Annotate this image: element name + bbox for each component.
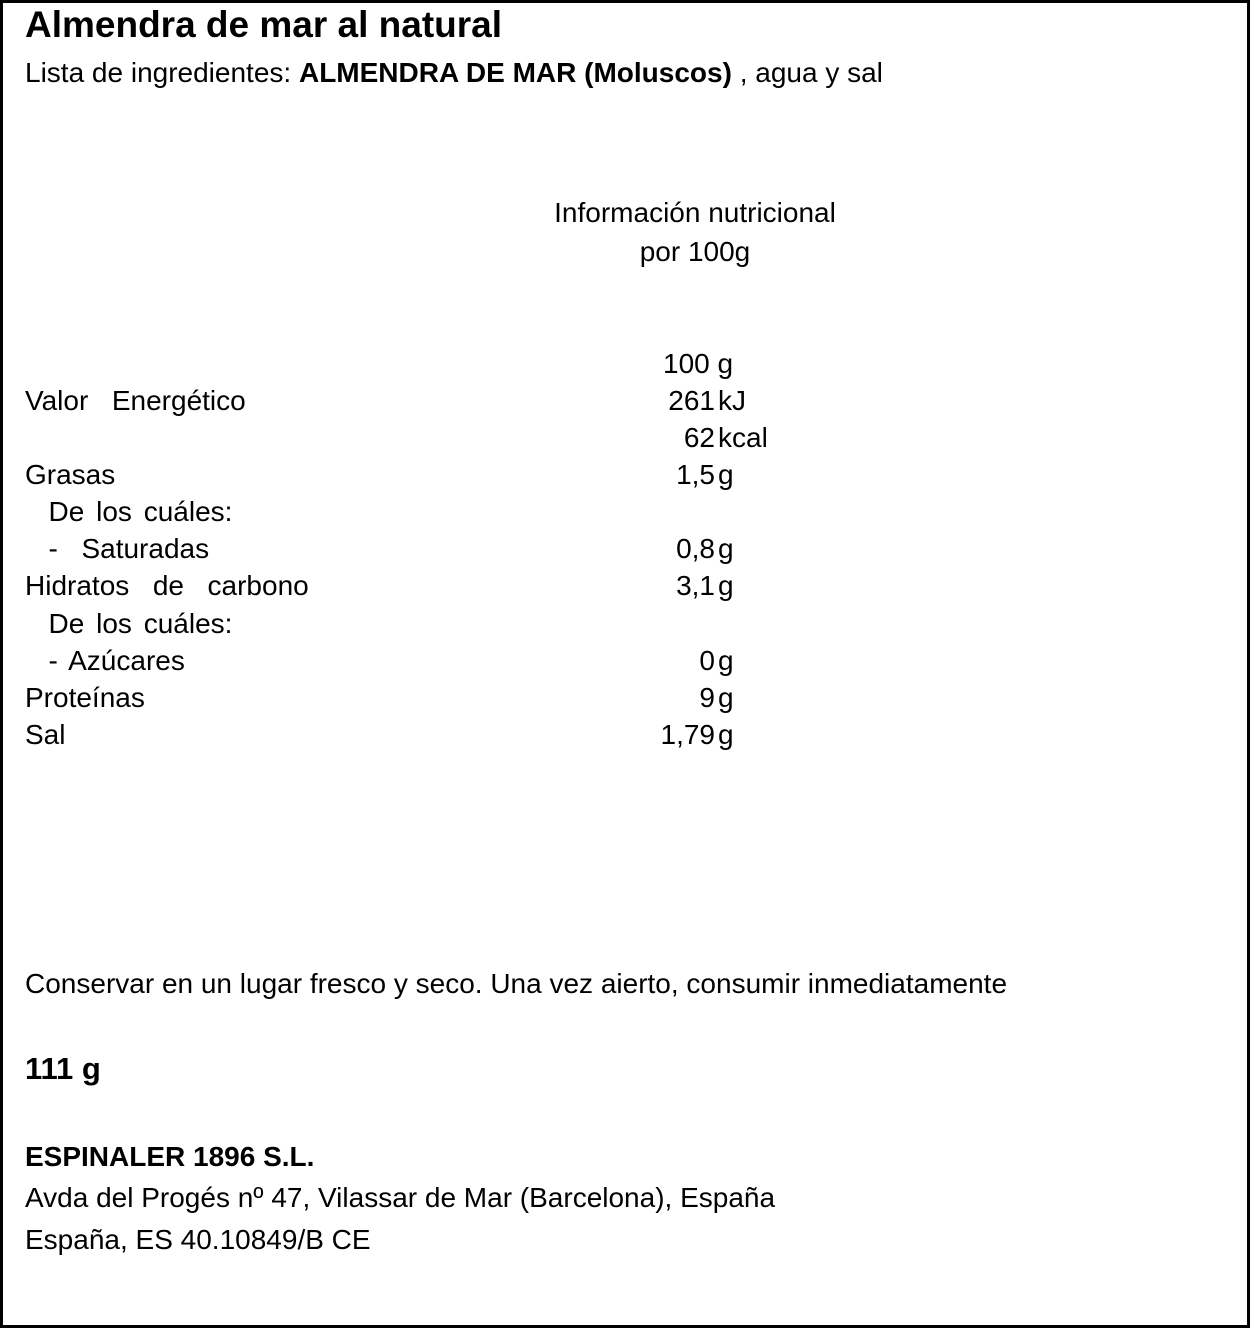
nutrient-label: - Saturadas: [25, 533, 210, 564]
nutrition-subheading: por 100g: [639, 236, 751, 267]
nutrient-label: - Azúcares: [25, 645, 185, 676]
registry-number: España, ES 40.10849/B CE: [25, 1224, 371, 1255]
nutrient-label: Valor Energético: [25, 385, 246, 416]
ingredients-rest: , agua y sal: [731, 57, 883, 88]
net-weight: 111 g: [25, 1051, 101, 1086]
nutrient-label: Proteínas: [25, 682, 145, 713]
nutrient-unit: g: [718, 533, 734, 564]
nutrient-unit: g: [718, 645, 734, 676]
nutrition-column-header: 100 g: [663, 348, 734, 379]
nutrient-unit: g: [718, 459, 734, 490]
nutrition-heading: Información nutricional: [554, 197, 836, 228]
nutrient-unit: g: [718, 719, 734, 750]
storage-instructions: Conservar en un lugar fresco y seco. Una vez aierto, consumir inmediatamente: [25, 968, 1008, 999]
nutrition-row: [0, 382, 1250, 419]
nutrition-row: [0, 493, 1250, 530]
nutrient-value: 261: [668, 385, 715, 416]
nutrient-value: 3,1: [676, 570, 715, 601]
nutrition-row: [0, 605, 1250, 642]
product-title: Almendra de mar al natural: [25, 4, 503, 45]
nutrition-row: [0, 642, 1250, 679]
nutrient-value: 0: [699, 645, 715, 676]
nutrition-column-header-row: [0, 345, 1250, 382]
nutrient-label: De los cuáles:: [25, 496, 233, 527]
nutrient-unit: kcal: [718, 422, 768, 453]
nutrient-label: Grasas: [25, 459, 116, 490]
nutrition-row: [0, 679, 1250, 716]
nutrition-row: [0, 530, 1250, 567]
nutrition-row: [0, 716, 1250, 753]
nutrient-unit: g: [718, 570, 734, 601]
nutrient-label: De los cuáles:: [25, 608, 233, 639]
ingredients-main: ALMENDRA DE MAR (Moluscos): [298, 57, 732, 88]
nutrient-value: 1,79: [660, 719, 715, 750]
nutrient-value: 0,8: [676, 533, 715, 564]
company-name: ESPINALER 1896 S.L.: [25, 1141, 315, 1172]
nutrient-unit: g: [718, 682, 734, 713]
ingredients-prefix: Lista de ingredientes:: [25, 57, 299, 88]
company-address: Avda del Progés nº 47, Vilassar de Mar (Barcelona), España: [25, 1182, 776, 1213]
nutrient-unit: kJ: [718, 385, 746, 416]
nutrient-value: 9: [699, 682, 715, 713]
nutrition-row: [0, 456, 1250, 493]
nutrient-value: 62: [683, 422, 715, 453]
nutrient-label: Sal: [25, 719, 66, 750]
nutrition-row: [0, 567, 1250, 604]
ingredients-list: [25, 56, 883, 90]
nutrient-label: Hidratos de carbono: [25, 570, 309, 601]
nutrition-row: [0, 419, 1250, 456]
nutrient-value: 1,5: [676, 459, 715, 490]
